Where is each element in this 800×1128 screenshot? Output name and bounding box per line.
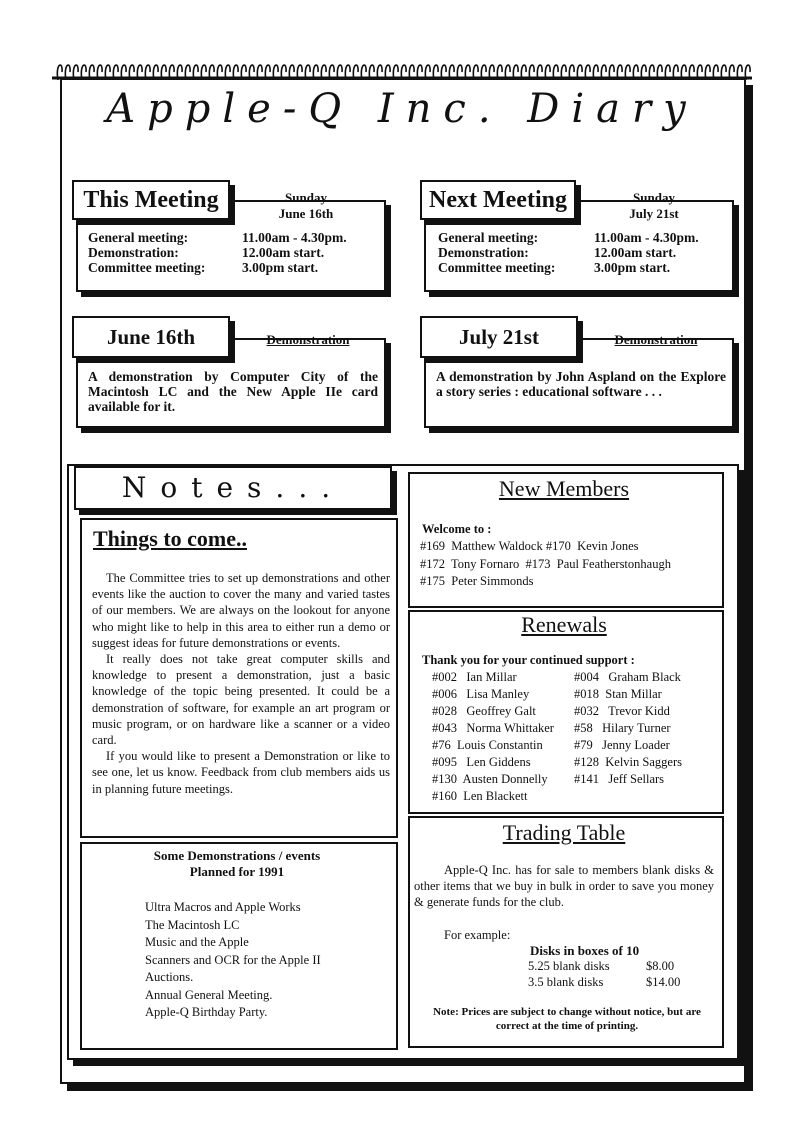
renewal-cell: #006 Lisa Manley (432, 687, 530, 701)
renewals-heading: Renewals (521, 612, 607, 637)
new-members-list (420, 538, 720, 591)
disks-heading: Disks in boxes of 10 (530, 943, 640, 958)
renewal-cell: #032 Trevor Kidd (574, 704, 670, 718)
renewal-cell: #002 Ian Millar (432, 670, 517, 684)
schedule-row (88, 245, 347, 260)
list-item: Ultra Macros and Apple Works (145, 900, 301, 914)
list-item: #172 Tony Fornaro #173 Paul Featherstonhaugh (420, 556, 671, 571)
this-meeting-day-date: June 16th (278, 206, 334, 221)
this-meeting-date (236, 190, 376, 222)
renewal-cell (574, 788, 682, 805)
schedule-value: 11.00am - 4.30pm. (594, 230, 699, 245)
price-row (528, 958, 680, 974)
schedule-row (88, 230, 347, 245)
schedule-row (438, 260, 699, 275)
schedule-row (88, 260, 347, 275)
things-to-come-text (92, 570, 390, 797)
renewals-thanks: Thank you for your continued support : (422, 653, 635, 667)
this-meeting-schedule (88, 230, 347, 275)
renewal-cell: #76 Louis Constantin (432, 738, 543, 752)
june-demo-text: A demonstration by Computer City of the Macintosh LC and the New Apple IIe card available for it. (88, 369, 378, 414)
renewal-row (432, 686, 682, 703)
schedule-label: Demonstration: (88, 245, 179, 260)
price-row (528, 974, 680, 990)
disk-price-list (528, 958, 680, 990)
list-item: Apple-Q Birthday Party. (145, 1005, 268, 1019)
list-item: Scanners and OCR for the Apple II (145, 952, 321, 967)
new-members-welcome: Welcome to : (422, 522, 492, 536)
schedule-value: 11.00am - 4.30pm. (242, 230, 347, 245)
schedule-label: General meeting: (438, 230, 539, 245)
planned-heading-line: Some Demonstrations / events (153, 848, 321, 863)
this-meeting-day: Sunday (285, 190, 327, 205)
list-item: #169 Matthew Waldock #170 Kevin Jones (420, 539, 639, 553)
list-item: Music and the Apple (145, 935, 249, 949)
trading-example: For example: (444, 928, 511, 942)
next-meeting-day: Sunday (633, 190, 675, 205)
paragraph: The Committee tries to set up demonstrations and other events like the auction to cover the many and varied tastes of our members. We are always on the lookout for anyone who might like to help in this area to either run a demo or suggest ideas for future demonstrations or events. (92, 571, 390, 650)
list-item: Annual General Meeting. (145, 987, 273, 1002)
price-note: Note: Prices are subject to change without notice, but are correct at the time of printing. (433, 1006, 701, 1032)
things-to-come-heading: Things to come.. (93, 526, 247, 551)
schedule-label: Committee meeting: (88, 260, 206, 275)
notes-label: Notes... (74, 466, 392, 510)
planned-heading-line: Planned for 1991 (189, 864, 285, 879)
trading-intro: Apple-Q Inc. has for sale to members blank disks & other items that we buy in bulk in order to save you money & generate funds for the club. (414, 863, 714, 910)
list-item: #175 Peter Simmonds (420, 574, 534, 588)
renewal-cell: #043 Norma Whittaker (432, 721, 554, 735)
schedule-label: Committee meeting: (438, 260, 556, 275)
renewal-cell: #095 Len Giddens (432, 755, 531, 769)
renewal-cell: #79 Jenny Loader (574, 738, 670, 752)
page-title: Apple-Q Inc. Diary (106, 86, 698, 132)
schedule-row (438, 245, 699, 260)
renewal-cell: #028 Geoffrey Galt (432, 704, 536, 718)
renewal-cell: #58 Hilary Turner (574, 721, 671, 735)
paragraph: It really does not take great computer skills and knowledge to present a demonstration, just a basic knowledge of the topic being presented. It could be a demonstration of software, for example an art program or music program, or on hardware like a scanner or a video card. (92, 652, 390, 748)
price-value: $14.00 (646, 975, 681, 989)
renewal-cell: #128 Kelvin Saggers (574, 755, 682, 769)
schedule-value: 3.00pm start. (242, 260, 319, 275)
renewal-row (432, 788, 682, 805)
renewal-row (432, 720, 682, 737)
renewals-table (432, 669, 682, 805)
price-item: 5.25 blank disks (528, 959, 610, 973)
schedule-value: 12.00am start. (242, 245, 325, 260)
list-item: The Macintosh LC (145, 917, 240, 932)
july-demo-label: Demonstration (614, 332, 698, 347)
new-members-heading: New Members (498, 476, 630, 501)
june-demo-label: Demonstration (266, 332, 350, 347)
renewal-cell: #141 Jeff Sellars (574, 772, 665, 786)
schedule-row (438, 230, 699, 245)
renewal-row (432, 737, 682, 754)
schedule-label: Demonstration: (438, 245, 529, 260)
planned-events-list (145, 899, 385, 1022)
renewal-row (432, 771, 682, 788)
july-demo-text: A demonstration by John Aspland on the Explore a story series : educational software . . . (436, 369, 726, 399)
next-meeting-date (584, 190, 724, 222)
list-item: Auctions. (145, 970, 194, 984)
next-meeting-day-date: July 21st (629, 206, 679, 221)
price-item: 3.5 blank disks (528, 975, 604, 989)
renewal-row (432, 703, 682, 720)
renewal-row (432, 669, 682, 686)
next-meeting-schedule (438, 230, 699, 275)
planned-events-heading (82, 848, 392, 880)
june-demo-date: June 16th (72, 316, 230, 358)
price-value: $8.00 (646, 959, 675, 973)
schedule-label: General meeting: (88, 230, 189, 245)
renewal-cell: #130 Austen Donnelly (432, 772, 548, 786)
renewal-cell: #004 Graham Black (574, 670, 681, 684)
july-demo-date: July 21st (420, 316, 578, 358)
paragraph: If you would like to present a Demonstration or like to see one, let us know. Feedback from club members aids us in planning future meetings. (92, 749, 390, 796)
next-meeting-label: Next Meeting (420, 180, 576, 220)
renewal-cell: #160 Len Blackett (432, 789, 528, 803)
renewal-cell: #018 Stan Millar (574, 687, 662, 701)
renewal-row (432, 754, 682, 771)
trading-table-heading: Trading Table (502, 820, 626, 845)
this-meeting-label: This Meeting (72, 180, 230, 220)
schedule-value: 3.00pm start. (594, 260, 671, 275)
schedule-value: 12.00am start. (594, 245, 677, 260)
